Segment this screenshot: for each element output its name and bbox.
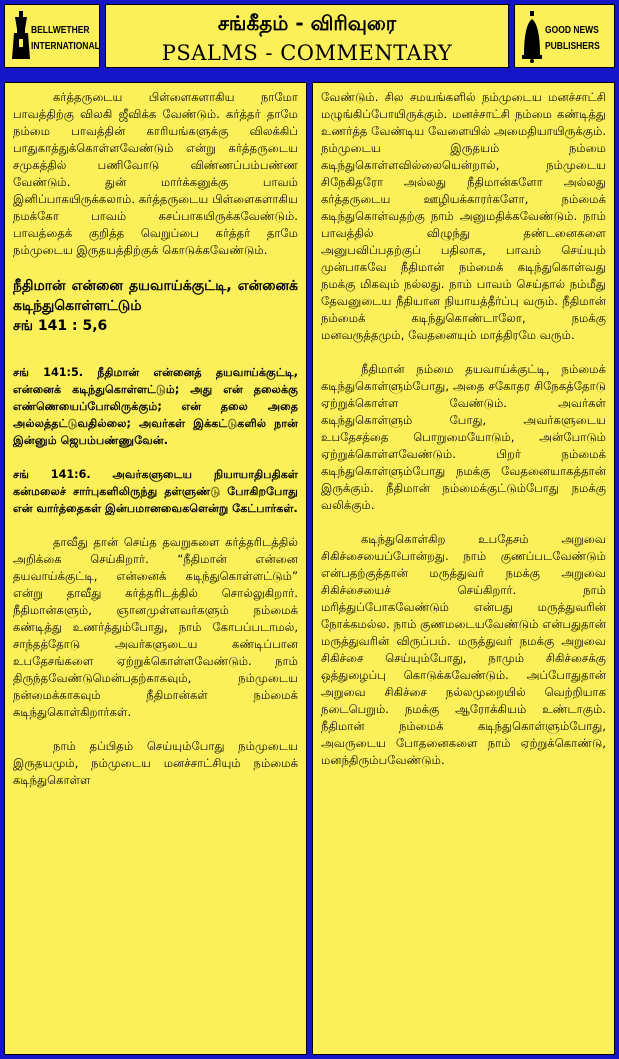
- good-news-logo: [514, 4, 615, 68]
- logo-right-line1: GOOD NEWS: [545, 25, 599, 36]
- left-paragraph-1: கர்த்தருடைய பிள்ளைகளாகிய நாமோ பாவத்திற்கு விலகி ஜீவிக்க வேண்டும். கர்த்தர் தாமே நம்மை பாவத்தின் காரியங்களுக்கு விலக்கிப் பாதுகாத்துக்கொள்ளவேண்டும் என்று கர்த்தருடைய சமுகத்தில் பணிவோடு விண்ணப்பம்பண்ண வேண்டும். துன் மார்க்கனுக்கு பாவம் இனிப்பாகயிருக்கலாம். கர்த்தருடைய பிள்ளைகளாகிய நமக்கோ பாவம் கசப்பாகயிருக்கவேண்டும். பாவத்தைக் குறித்த வெறுப்பை கர்த்தர் தாமே நம்முடைய இருதயத்திற்குக் கொடுக்கவேண்டும்.: [13, 90, 298, 257]
- bell-icon: [521, 11, 543, 63]
- verse-141-6: சங் 141:6. அவர்களுடைய நியாயாதிபதிகள் கன்மலைச் சார்புகளிலிருந்து தள்ளுண்டு போகிறபோது என் வார்த்தைகள் இன்பமானவைகளென்று கேட்பார்கள்.: [13, 468, 298, 515]
- verse-141-5: சங் 141:5. நீதிமான் என்னைத் தயவாய்க்குட்டி, என்னைக் கடிந்துகொள்ளட்டும்; அது என் தலைக்கு எண்ணெயைப்போலிருக்கும்; என் தலை அதை அல்லத்தட்டுவதில்லை; அவர்கள் இக்கட்டுகளில் நான் இன்னும் ஜெபம்பண்ணுவேன்.: [13, 366, 298, 447]
- logo-right-line2: PUBLISHERS: [545, 41, 600, 52]
- right-paragraph-3: கடிந்துகொள்கிற உபதேசம் அறுவை சிகிச்சையைப்போன்றது. நாம் குணப்படவேண்டும் என்பதற்குத்தான் மருத்துவர் நமக்கு அறுவை சிகிச்சையைச் செய்கிறார். நாம் மரித்துப்போகவேண்டும் என்பது மருத்துவரின் நோக்கமல்ல. நாம் குணமடையவேண்டும் என்பதுதான் மருத்துவரின் விருப்பம். மருத்துவர் நமக்கு அறுவை சிகிச்சை செய்யும்போது, நாமும் சிகிச்சைக்கு ஒத்துழைப்பு கொடுக்கவேண்டும். அப்போதுதான் அறுவை சிகிச்சை நல்லமுறையில் வெற்றியாக நடைபெறும். நமக்கு ஆரோக்கியம் உண்டாகும். நீதிமான் நம்மைக் கடிந்துகொள்ளும்போது, அவருடைய போதனைகளை நாம் ஏற்றுக்கொண்டு, மனந்திரும்பவேண்டும்.: [321, 532, 606, 767]
- right-column: [312, 82, 615, 1055]
- bellwether-logo: [4, 4, 100, 68]
- left-paragraph-3: நாம் தப்பிதம் செய்யும்போது நம்முடைய இருதயமும், நம்முடைய மனச்சாட்சியும் நம்மைக் கடிந்துகொள்ள: [13, 739, 298, 787]
- logo-left-line2: INTERNATIONAL: [31, 41, 100, 52]
- right-paragraph-1: வேண்டும். சில சமயங்களில் நம்முடைய மனச்சாட்சி மழுங்கிப்போயிருக்கும். மனச்சாட்சி நம்மை கண்டித்து உணர்த்த வேண்டிய வேளையில் அமைதியாயிருக்கும். நம்முடைய இருதயம் நம்மை கடிந்துகொள்ளவில்லையென்றால், நம்முடைய சிநேகிதரோ அல்லது நீதிமான்களோ அல்லது கர்த்தருடைய ஊழியக்காரர்களோ, நம்மைக் கடிந்துகொள்வதற்கு நாம் அனுமதிக்கவேண்டும். நாம் பாவத்தில் விழுந்து தண்டனைகளை அனுபவிப்பதற்குப் பதிலாக, பாவம் செய்யும் முன்பாகவே நீதிமான் நம்மைக் கடிந்துகொள்வது நமக்கு மிகவும் நல்லது. நாம் பாவம் செய்தால் நம்மீது தேவனுடைய நீதியான நியாயத்தீர்ப்பு வரும். நீதிமான் நம்மைக் கடிந்துகொண்டாலோ, நமக்கு மனவருத்தமும், வேதனையும் மாத்திரமே வரும்.: [321, 90, 606, 342]
- title-english: PSALMS - COMMENTARY: [161, 41, 453, 65]
- title-tamil: சங்கீதம் - விரிவுரை: [217, 11, 397, 35]
- left-paragraph-2: தாவீது தான் செய்த தவறுகளை கர்த்தரிடத்தில் அறிக்கை செய்கிறார். “நீதிமான் என்னை தயவாய்க்குட்டி, என்னைக் கடிந்துகொள்ளட்டும்” என்று தாவீது கர்த்தரிடத்தில் சொல்லுகிறார். நீதிமான்களும், ஞானமுள்ளவர்களும் நம்மைக் கண்டித்து உணர்த்தும்போது, நாம் கோபப்படாமல், சாந்தத்தோடு அவர்களுடைய கண்டிப்பான உபதேசங்களை ஏற்றுக்கொள்ளவேண்டும். நாம் திருந்தவேண்டுமென்பதற்காகவும், நம்முடைய நன்மைக்காகவும் நீதிமான்கள் நம்மைக் கடிந்துகொள்கிறார்கள்.: [13, 535, 298, 719]
- bell-tower-icon: [11, 11, 31, 63]
- section-heading-text: நீதிமான் என்னை தயவாய்க்குட்டி, என்னைக் கடிந்துகொள்ளட்டும்: [13, 278, 298, 314]
- section-heading: [13, 276, 298, 336]
- page-header: [105, 4, 509, 68]
- section-heading-reference: சங் 141 : 5,6: [13, 318, 108, 334]
- logo-left-line1: BELLWETHER: [31, 25, 90, 36]
- left-column: [4, 82, 307, 1055]
- right-paragraph-2: நீதிமான் நம்மை தயவாய்க்குட்டி, நம்மைக் கடிந்துகொள்ளும்போது, அதை சகோதர சிநேகத்தோடு ஏற்றுக்கொள்ள வேண்டும். அவர்கள் கடிந்துகொள்ளும் போது, அவர்களுடைய உபதேசத்தை பொறுமையோடும், அன்போடும் ஏற்றுக்கொள்ளவேண்டும். பிறர் நம்மைக் கடிந்துகொள்ளும்போது நமக்கு வேதனையாகத்தான் இருக்கும். நீதிமான் நம்மைக்குட்டும்போது நமக்கு வலிக்கும்.: [321, 362, 606, 512]
